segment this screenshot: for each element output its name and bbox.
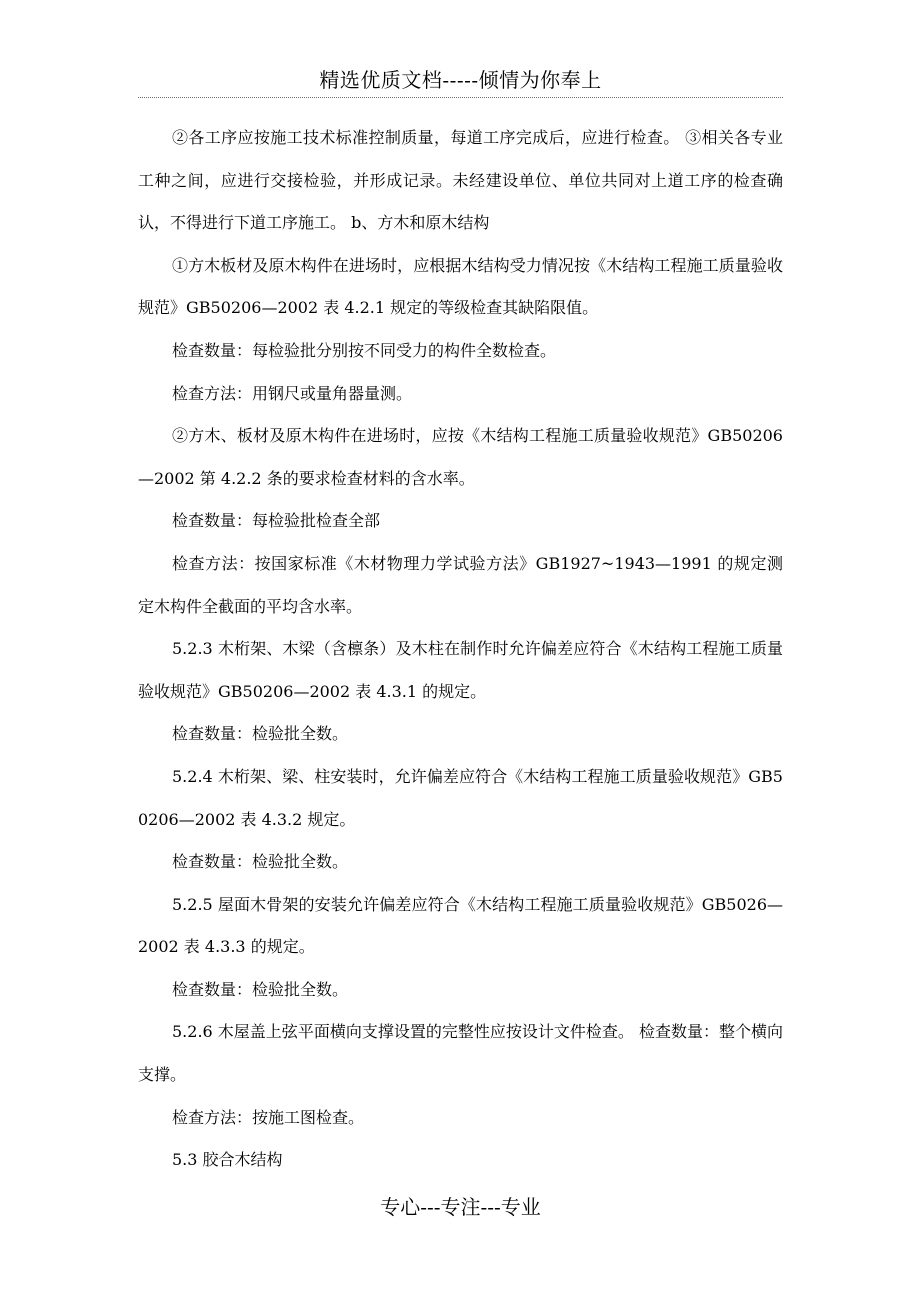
paragraph-inspection-method: 检查方法：按施工图检查。 bbox=[172, 1107, 365, 1127]
page-header: 精选优质文档-----倾情为你奉上 bbox=[319, 68, 602, 92]
paragraph-section-5-2-6: 5.2.6 木屋盖上弦平面横向支撑设置的完整性应按设计文件检查。 检查数量：整个横向支撑。 bbox=[138, 1022, 783, 1085]
paragraph-inspection-quantity: 检查数量：检验批全数。 bbox=[172, 852, 349, 872]
paragraph-inspection-method: 检查方法：按国家标准《木材物理力学试验方法》GB1927~1943—1991 的规定测定木构件全截面的平均含水率。 bbox=[138, 553, 783, 616]
section-heading-5-3: 5.3 胶合木结构 bbox=[172, 1150, 283, 1170]
paragraph-inspection-quantity: 检查数量：每检验批检查全部 bbox=[172, 511, 381, 531]
paragraph-inspection-quantity: 检查数量：检验批全数。 bbox=[172, 979, 349, 999]
paragraph-moisture-content: ②方木、板材及原木构件在进场时，应按《木结构工程施工质量验收规范》GB50206—2002 第 4.2.2 条的要求检查材料的含水率。 bbox=[138, 426, 783, 488]
paragraph-timber-defect-limits: ①方木板材及原木构件在进场时，应根据木结构受力情况按《木结构工程施工质量验收规范》GB50206—2002 表 4.2.1 规定的等级检查其缺陷限值。 bbox=[138, 255, 783, 318]
paragraph-section-5-2-3: 5.2.3 木桁架、木梁（含檩条）及木柱在制作时允许偏差应符合《木结构工程施工质量验收规范》GB50206—2002 表 4.3.1 的规定。 bbox=[138, 639, 783, 701]
paragraph-inspection-quantity: 检查数量：检验批全数。 bbox=[172, 724, 349, 744]
paragraph-inspection-method: 检查方法：用钢尺或量角器量测。 bbox=[172, 383, 413, 403]
paragraph-inspection-quantity: 检查数量：每检验批分别按不同受力的构件全数检查。 bbox=[172, 340, 557, 360]
paragraph-section-5-2-4: 5.2.4 木桁架、梁、柱安装时，允许偏差应符合《木结构工程施工质量验收规范》GB50206—2002 表 4.3.2 规定。 bbox=[138, 766, 783, 829]
page-footer: 专心---专注---专业 bbox=[380, 1195, 541, 1219]
header-divider bbox=[138, 97, 783, 98]
document-body bbox=[138, 117, 783, 1182]
paragraph-process-inspection: ②各工序应按施工技术标准控制质量，每道工序完成后，应进行检查。 ③相关各专业工种之间，应进行交接检验，并形成记录。未经建设单位、单位共同对上道工序的检查确认，不得进行下道工序施工。 b、方木和原木结构 bbox=[138, 128, 783, 233]
paragraph-section-5-2-5: 5.2.5 屋面木骨架的安装允许偏差应符合《木结构工程施工质量验收规范》GB5026—2002 表 4.3.3 的规定。 bbox=[138, 894, 783, 957]
